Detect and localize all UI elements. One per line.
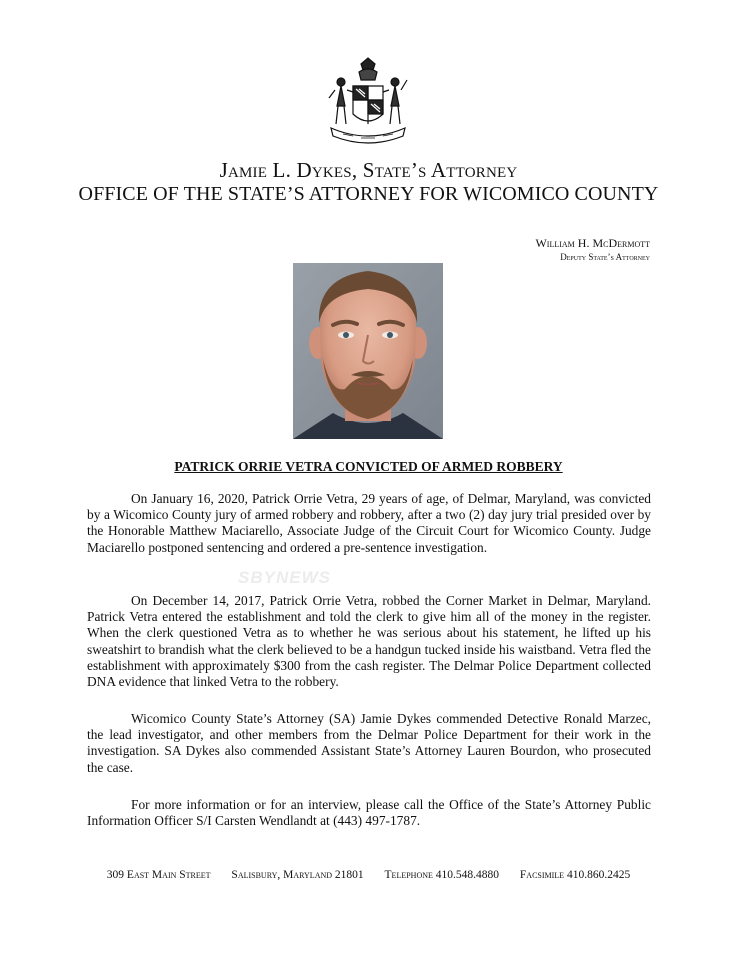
footer-contact bbox=[0, 869, 737, 881]
office-name: Jamie L. Dykes, State’s Attorney bbox=[219, 158, 518, 182]
footer-address: 309 East Main Street bbox=[106, 869, 211, 881]
footer-telephone: Telephone 410.548.4880 bbox=[384, 869, 500, 881]
deputy-title: Deputy State’s Attorney bbox=[560, 252, 650, 262]
office-title: OFFICE OF THE STATE’S ATTORNEY FOR WICOMICO COUNTY bbox=[78, 183, 659, 205]
paragraph-conviction: On January 16, 2020, Patrick Orrie Vetra, 29 years of age, of Delmar, Maryland, was convicted by a Wicomico County jury of armed robbery and robbery, after a two (2) day jury trial presided over by the Honorable Matthew Maciarello, Associate Judge of the Circuit Court for Wicomico County. Judge Maciarello postponed sentencing and ordered a pre-sentence investigation. bbox=[87, 491, 651, 555]
paragraph-incident: On December 14, 2017, Patrick Orrie Vetra, robbed the Corner Market in Delmar, Maryland. Patrick Vetra entered the establishment and told the clerk to give him all of the money in the register. When the clerk questioned Vetra as to whether he was serious about his statement, he lifted up his sweatshirt to brandish what the clerk believed to be a handgun tucked inside his waistband. Vetra fled the establishment with approximately $300 from the cash register. The Delmar Police Department collected DNA evidence that linked Vetra to the robbery. bbox=[87, 593, 651, 690]
paragraph-commendation: Wicomico County State’s Attorney (SA) Jamie Dykes commended Detective Ronald Marzec, the lead investigator, and other members from the Delmar Police Department for their work in the investigation. SA Dykes also commended Assistant State’s Attorney Lauren Bourdon, who prosecuted the case. bbox=[87, 711, 651, 775]
paragraph-contact: For more information or for an interview, please call the Office of the State’s Attorney Public Information Officer S/I Carsten Wendlandt at (443) 497-1787. bbox=[87, 797, 651, 829]
headline: PATRICK ORRIE VETRA CONVICTED OF ARMED ROBBERY bbox=[174, 459, 563, 474]
footer-city: Salisbury, Maryland 21801 bbox=[231, 869, 364, 881]
footer-facsimile: Facsimile 410.860.2425 bbox=[519, 869, 631, 881]
defendant-mugshot-photo bbox=[293, 263, 443, 439]
deputy-name: William H. McDermott bbox=[535, 236, 650, 250]
maryland-state-seal-icon bbox=[323, 56, 413, 152]
deputy-block bbox=[535, 236, 650, 262]
watermark-text: SBYNEWS bbox=[238, 568, 331, 587]
